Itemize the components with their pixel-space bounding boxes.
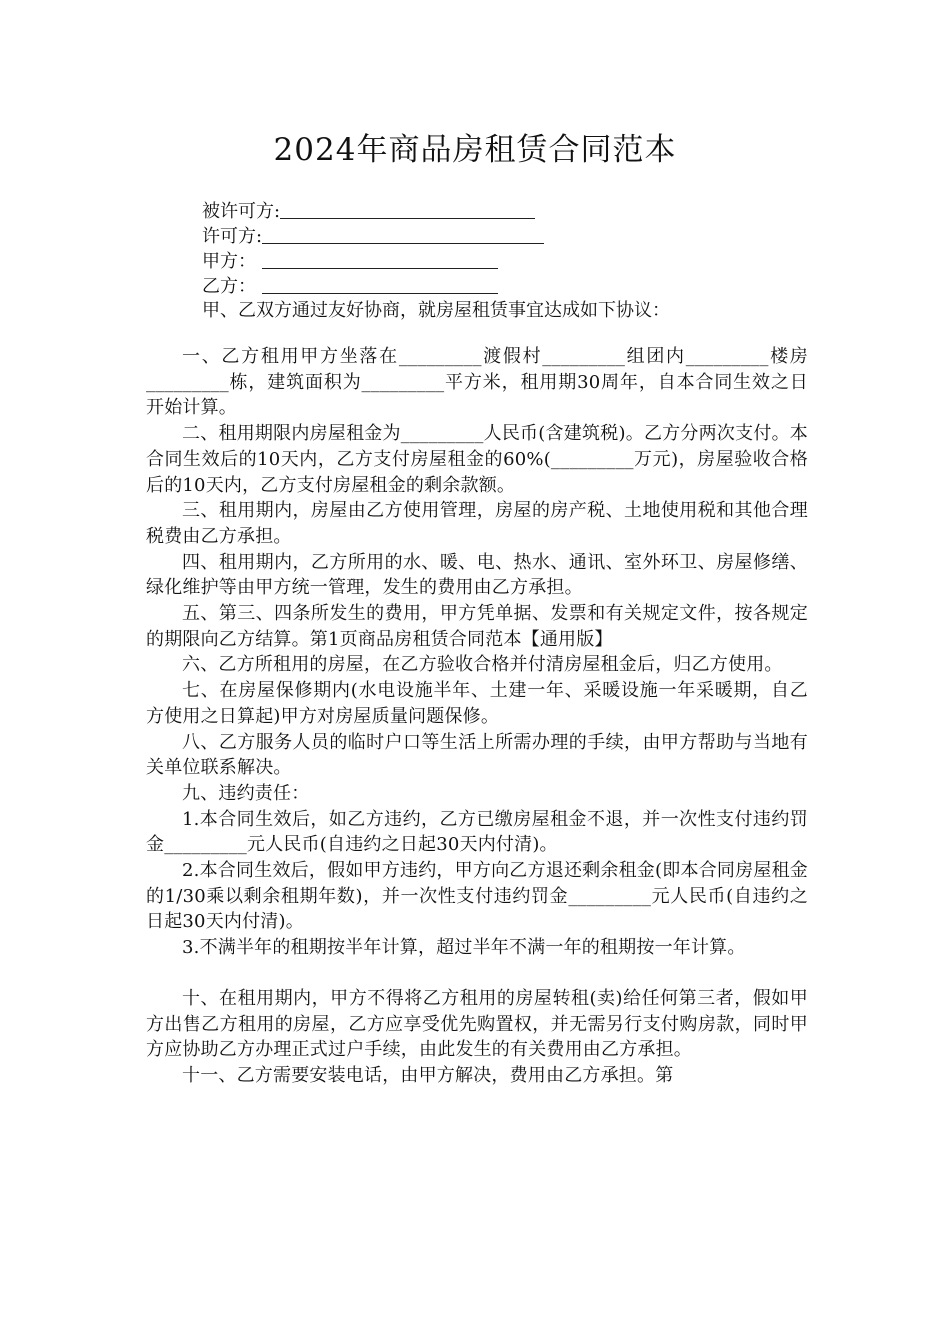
clause-6: 六、乙方所租用的房屋，在乙方验收合格并付清房屋租金后，归乙方使用。 [182,654,783,676]
licensor-field [202,224,544,249]
clause-5: 五、第三、四条所发生的费用，甲方凭单据、发票和有关规定文件，按各规定的期限向乙方结算。第1页商品房租赁合同范本【通用版】 [146,603,808,650]
clause-9-2: 2.本合同生效后，假如甲方违约，甲方向乙方退还剩余租金(即本合同房屋租金的1/30乘以剩余租期年数)，并一次性支付违约罚金_________元人民币(自违约之日起30天内付清)。 [146,860,808,933]
agreement-intro: 甲、乙双方通过友好协商，就房屋租赁事宜达成如下协议： [202,300,670,321]
clause-9-1: 1.本合同生效后，如乙方违约，乙方已缴房屋租金不退，并一次性支付违约罚金_________元人民币(自违约之日起30天内付清)。 [146,808,808,856]
clause-10: 十、在租用期内，甲方不得将乙方租用的房屋转租(卖)给任何第三者，假如甲方出售乙方租用的房屋，乙方应享受优先购置权，并无需另行支付购房款，同时甲方应协助乙方办理正式过户手续，由此发生的有关费用由乙方承担。 [146,987,808,1061]
clause-1: 一、乙方租用甲方坐落在_________渡假村_________组团内_________楼房_________栋，建筑面积为_________平方米，租用期30周年，自本合同生效之日开始计算。 [146,346,808,419]
party-a-blank[interactable] [262,250,498,269]
licensee-blank[interactable] [280,200,535,219]
clause-9: 九、违约责任： [182,782,310,804]
licensor-blank[interactable] [262,225,544,244]
party-a-label: 甲方： [202,251,256,272]
licensee-label: 被许可方: [202,201,281,222]
contract-body [146,344,808,1089]
party-b-label: 乙方： [202,276,256,297]
party-b-field [202,274,544,299]
clause-11: 十一、乙方需要安装电话，由甲方解决，费用由乙方承担。第 [182,1064,674,1086]
clause-9-3: 3.不满半年的租期按半年计算，超过半年不满一年的租期按一年计算。 [182,937,746,959]
clause-3: 三、租用期内，房屋由乙方使用管理，房屋的房产税、土地使用税和其他合理税费由乙方承担。 [146,500,808,547]
licensor-label: 许可方: [202,226,263,247]
party-fields [202,199,544,299]
party-b-blank[interactable] [262,275,498,294]
clause-2: 二、租用期限内房屋租金为_________人民币(含建筑税)。乙方分两次支付。本合同生效后的10天内，乙方支付房屋租金的60%(_________万元)，房屋验收合格后的10天内，乙方支付房屋租金的剩余款额。 [146,423,808,496]
clause-7: 七、在房屋保修期内(水电设施半年、土建一年、采暖设施一年采暖期，自乙方使用之日算起)甲方对房屋质量问题保修。 [146,680,808,727]
document-title: 2024年商品房租赁合同范本 [273,132,677,168]
licensee-field [202,199,544,224]
clause-8: 八、乙方服务人员的临时户口等生活上所需办理的手续，由甲方帮助与当地有关单位联系解决。 [146,731,808,779]
party-a-field [202,249,544,274]
clause-4: 四、租用期内，乙方所用的水、暖、电、热水、通讯、室外环卫、房屋修缮、绿化维护等由甲方统一管理，发生的费用由乙方承担。 [146,551,808,599]
